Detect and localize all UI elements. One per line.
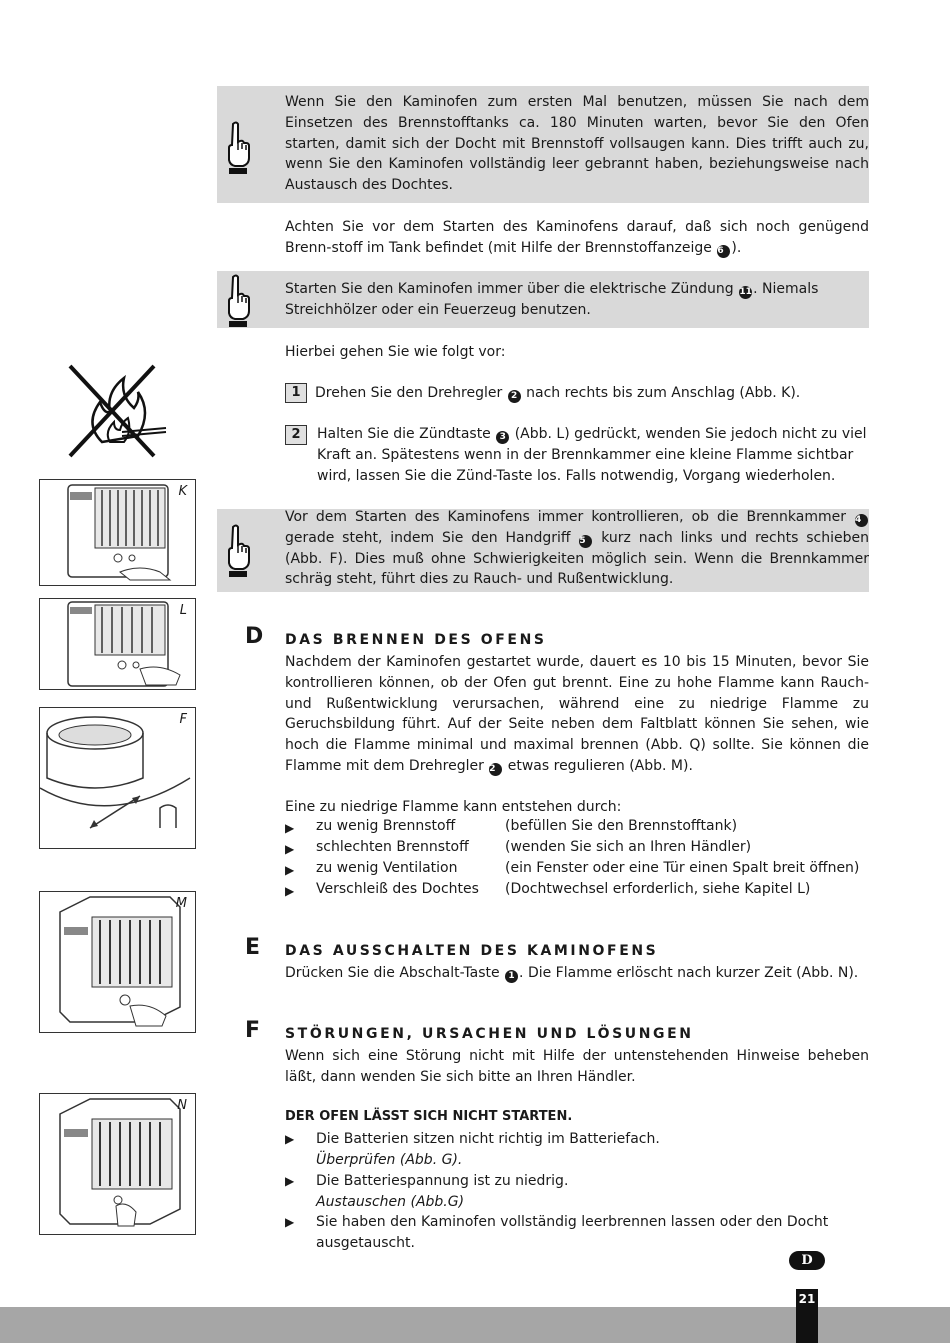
remedy-text: (ein Fenster oder eine Tür einen Spalt breit öffnen) bbox=[505, 860, 860, 876]
figure-label: L bbox=[179, 603, 187, 618]
ref-number: 11 bbox=[739, 287, 752, 297]
bullet-icon: ▶ bbox=[285, 821, 295, 835]
bullet-icon: ▶ bbox=[285, 863, 295, 877]
bullet-icon: ▶ bbox=[285, 1132, 295, 1146]
note-box-burner-check bbox=[217, 509, 869, 592]
pointing-hand-icon bbox=[223, 273, 253, 329]
section-letter: F bbox=[245, 1018, 261, 1043]
figure-f bbox=[39, 707, 196, 849]
section-title: DAS BRENNEN DES OFENS bbox=[285, 632, 547, 648]
section-letter: D bbox=[245, 624, 264, 649]
section-title: STÖRUNGEN, URSACHEN UND LÖSUNGEN bbox=[285, 1026, 694, 1042]
figure-m bbox=[39, 891, 196, 1033]
bullet-icon: ▶ bbox=[285, 842, 295, 856]
note-box-ignition bbox=[217, 271, 869, 328]
section-e-paragraph: Drücken Sie die Abschalt-Taste 1 . Die Flamme erlöscht nach kurzer Zeit (Abb. N). bbox=[285, 965, 859, 981]
ref-number: 4 bbox=[855, 514, 868, 527]
ref-number: 1 bbox=[505, 970, 518, 983]
cause-text: Verschleiß des Dochtes bbox=[316, 881, 479, 897]
ref-number: 2 bbox=[489, 763, 502, 776]
no-flame-icon bbox=[62, 362, 170, 462]
step-2-text: Halten Sie die Zündtaste 3 (Abb. L) gedrückt, wenden Sie jedoch nicht zu viel Kraft an. Spätestens wenn in der Brennkammer eine kleine Flamme sichtbar wird, lassen Sie die Zünd-Taste los. Falls notwendig, Vorgang wiederholen. bbox=[317, 426, 867, 484]
figure-label: F bbox=[179, 712, 187, 727]
step-1-text: Drehen Sie den Drehregler 2 nach rechts bis zum Anschlag (Abb. K). bbox=[315, 385, 801, 401]
note-ignition-text: Starten Sie den Kaminofen immer über die elektrische Zündung 11. Niemals Streichhölzer oder ein Feuerzeug benutzen. bbox=[285, 281, 819, 318]
step-number-box: 2 bbox=[285, 425, 307, 445]
heater-shutoff-illustration bbox=[40, 1094, 195, 1234]
language-badge: D bbox=[789, 1251, 825, 1270]
heater-ignition-illustration bbox=[40, 480, 195, 585]
figure-label: M bbox=[175, 896, 187, 911]
section-d-paragraph: Nachdem der Kaminofen gestartet wurde, dauert es 10 bis 15 Minuten, bevor Sie kontrollieren können, ob der Ofen gut brennt. Eine zu hohe Flamme kann Rauch- und Rußentwicklung verursachen, während eine zu niedrige Flamme zu Geruchsbildung führt. Auf der Seite neben dem Faltblatt können Sie sehen, wie hoch die Flamme minimal und maximal brennen (Abb. Q) sollte. Sie können die Flamme mit dem Drehregler 2 etwas regulieren (Abb. M). bbox=[285, 654, 869, 774]
remedy-text: (Dochtwechsel erforderlich, siehe Kapitel L) bbox=[505, 881, 811, 897]
section-letter: E bbox=[245, 935, 261, 960]
page-number: 21 bbox=[796, 1289, 818, 1343]
remedy-text: (wenden Sie sich an Ihren Händler) bbox=[505, 839, 752, 855]
section-f-intro: Wenn sich eine Störung nicht mit Hilfe der untenstehenden Hinweise beheben läßt, dann wenden Sie sich bitte an Ihren Händler. bbox=[285, 1048, 869, 1085]
figure-k bbox=[39, 479, 196, 586]
note-burner-check-text: Vor dem Starten des Kaminofens immer kontrollieren, ob die Brennkammer 4 gerade steht, indem Sie den Handgriff 5 kurz nach links und rechts schieben (Abb. F). Dies muß ohne Schwierigkeiten möglich sein. Wenn die Brennkammer schräg steht, führt dies zu Rauch- und Rußentwicklung. bbox=[285, 509, 869, 588]
figure-l bbox=[39, 598, 196, 690]
troubleshooting-subheading: DER OFEN LÄSST SICH NICHT STARTEN. bbox=[285, 1109, 573, 1124]
step-number-box: 1 bbox=[285, 383, 307, 403]
ref-number: 6 bbox=[717, 245, 730, 258]
ref-number: 5 bbox=[579, 535, 592, 548]
bullet-icon: ▶ bbox=[285, 1174, 295, 1188]
pointing-hand-icon bbox=[223, 120, 253, 176]
problem-text: Sie haben den Kaminofen vollständig leerbrennen lassen oder den Docht ausgetauscht. bbox=[316, 1214, 829, 1251]
solution-text: Austauschen (Abb.G) bbox=[316, 1194, 465, 1210]
pointing-hand-icon bbox=[223, 523, 253, 579]
procedure-intro: Hierbei gehen Sie wie folgt vor: bbox=[285, 344, 506, 360]
section-title: DAS AUSSCHALTEN DES KAMINOFENS bbox=[285, 943, 659, 959]
cause-text: zu wenig Ventilation bbox=[316, 860, 458, 876]
cause-text: zu wenig Brennstoff bbox=[316, 818, 456, 834]
bullet-icon: ▶ bbox=[285, 884, 295, 898]
remedy-text: (befüllen Sie den Brennstofftank) bbox=[505, 818, 738, 834]
problem-text: Die Batteriespannung ist zu niedrig. bbox=[316, 1173, 569, 1189]
burner-chamber-illustration bbox=[40, 708, 195, 848]
problem-text: Die Batterien sitzen nicht richtig im Batteriefach. bbox=[316, 1131, 660, 1147]
figure-n bbox=[39, 1093, 196, 1235]
heater-button-illustration bbox=[40, 599, 195, 689]
figure-label: N bbox=[177, 1098, 187, 1113]
ref-number: 3 bbox=[496, 431, 509, 444]
ref-number: 2 bbox=[508, 390, 521, 403]
causes-intro: Eine zu niedrige Flamme kann entstehen durch: bbox=[285, 799, 622, 815]
note-box-first-use bbox=[217, 86, 869, 203]
bullet-icon: ▶ bbox=[285, 1215, 295, 1229]
heater-regulator-illustration bbox=[40, 892, 195, 1032]
note-first-use-text: Wenn Sie den Kaminofen zum ersten Mal benutzen, müssen Sie nach dem Einsetzen des Brennstofftanks ca. 180 Minuten warten, bevor Sie den Ofen starten, damit sich der Docht mit Brennstoff vollsaugen kann. Dies trifft auch zu, wenn Sie den Kaminofen vollständig leer gebrannt haben, beziehungsweise nach Austausch des Dochtes. bbox=[285, 94, 869, 194]
solution-text: Überprüfen (Abb. G). bbox=[316, 1152, 463, 1168]
fuel-check-paragraph: Achten Sie vor dem Starten des Kaminofens darauf, daß sich noch genügend Brenn-stoff im Tank befindet (mit Hilfe der Brennstoffanzeige 6 ). bbox=[285, 219, 869, 256]
figure-label: K bbox=[178, 484, 187, 499]
cause-text: schlechten Brennstoff bbox=[316, 839, 469, 855]
